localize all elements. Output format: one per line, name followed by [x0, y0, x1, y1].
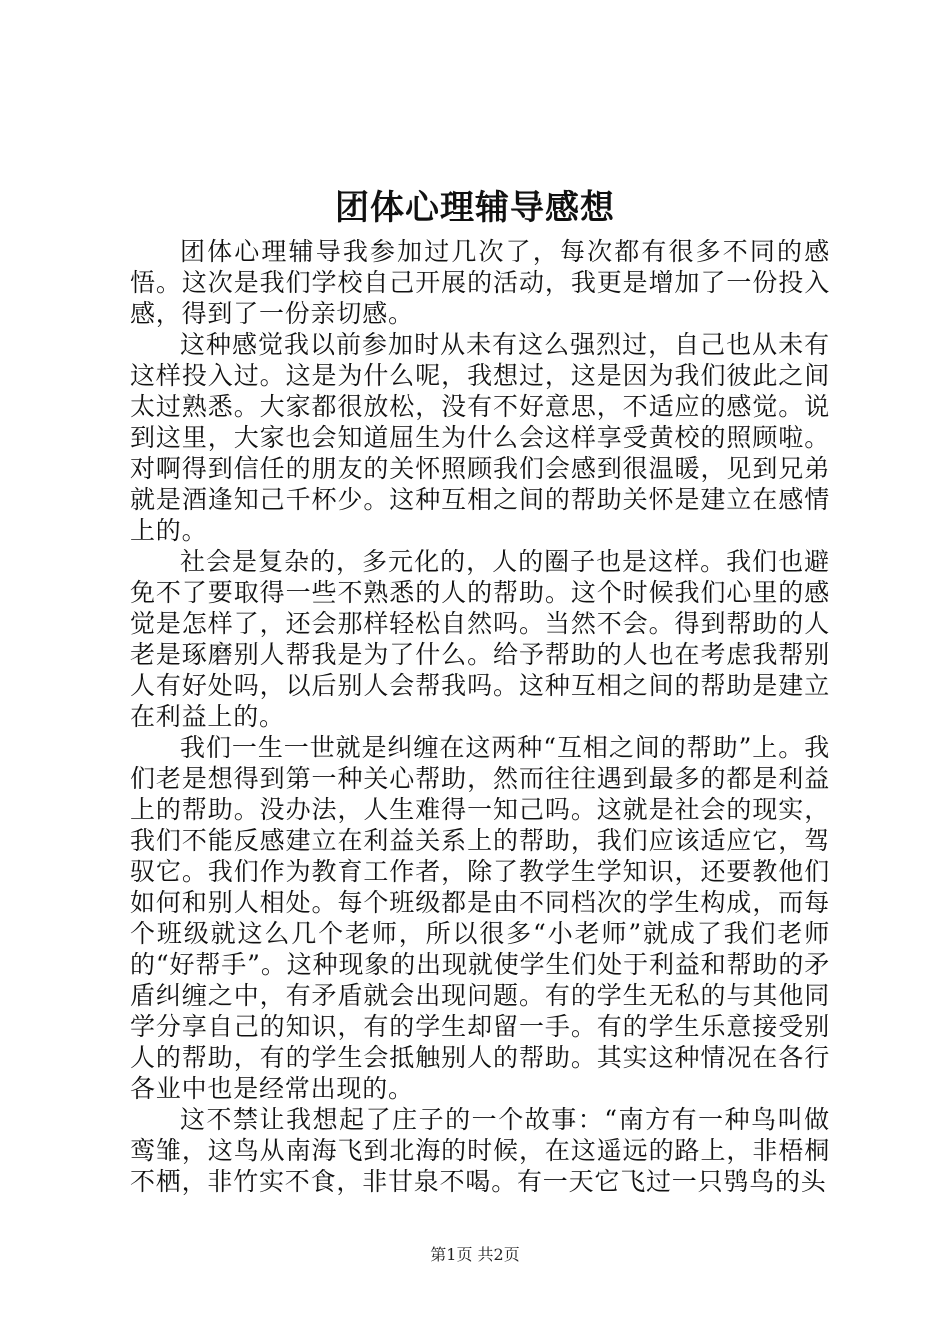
paragraph: 这种感觉我以前参加时从未有这么强烈过，自己也从未有这样投入过。这是为什么呢，我想过，这是因为我们彼此之间太过熟悉。大家都很放松，没有不好意思，不适应的感觉。说到这里，大家也会知道屈生为什么会这样享受黄校的照顾啦。对啊得到信任的朋友的关怀照顾我们会感到很温暖，见到兄弟就是酒逢知己千杯少。这种互相之间的帮助关怀是建立在感情上的。: [130, 330, 830, 545]
document-title: 团体心理辅导感想: [335, 188, 615, 228]
document-body: [130, 236, 830, 1197]
paragraph: 团体心理辅导我参加过几次了，每次都有很多不同的感悟。这次是我们学校自己开展的活动，我更是增加了一份投入感，得到了一份亲切感。: [130, 237, 830, 328]
paragraph: 社会是复杂的，多元化的，人的圈子也是这样。我们也避免不了要取得一些不熟悉的人的帮助。这个时候我们心里的感觉是怎样了，还会那样轻松自然吗。当然不会。得到帮助的人老是琢磨别人帮我是为了什么。给予帮助的人也在考虑我帮别人有好处吗，以后别人会帮我吗。这种互相之间的帮助是建立在利益上的。: [130, 547, 830, 731]
page-number-footer: 第1页 共2页: [430, 1245, 520, 1264]
paragraph: 这不禁让我想起了庄子的一个故事：“南方有一种鸟叫做鸾雏，这鸟从南海飞到北海的时候，在这遥远的路上，非梧桐不栖，非竹实不食，非甘泉不喝。有一天它飞过一只鸮鸟的头: [130, 1105, 830, 1196]
paragraph: 我们一生一世就是纠缠在这两种“互相之间的帮助”上。我们老是想得到第一种关心帮助，然而往往遇到最多的都是利益上的帮助。没办法，人生难得一知己吗。这就是社会的现实，我们不能反感建立在利益关系上的帮助，我们应该适应它，驾驭它。我们作为教育工作者，除了教学生学知识，还要教他们如何和别人相处。每个班级都是由不同档次的学生构成，而每个班级就这么几个老师，所以很多“小老师”就成了我们老师的“好帮手”。这种现象的出现就使学生们处于利益和帮助的矛盾纠缠之中，有矛盾就会出现问题。有的学生无私的与其他同学分享自己的知识，有的学生却留一手。有的学生乐意接受别人的帮助，有的学生会抵触别人的帮助。其实这种情况在各行各业中也是经常出现的。: [130, 733, 830, 1103]
